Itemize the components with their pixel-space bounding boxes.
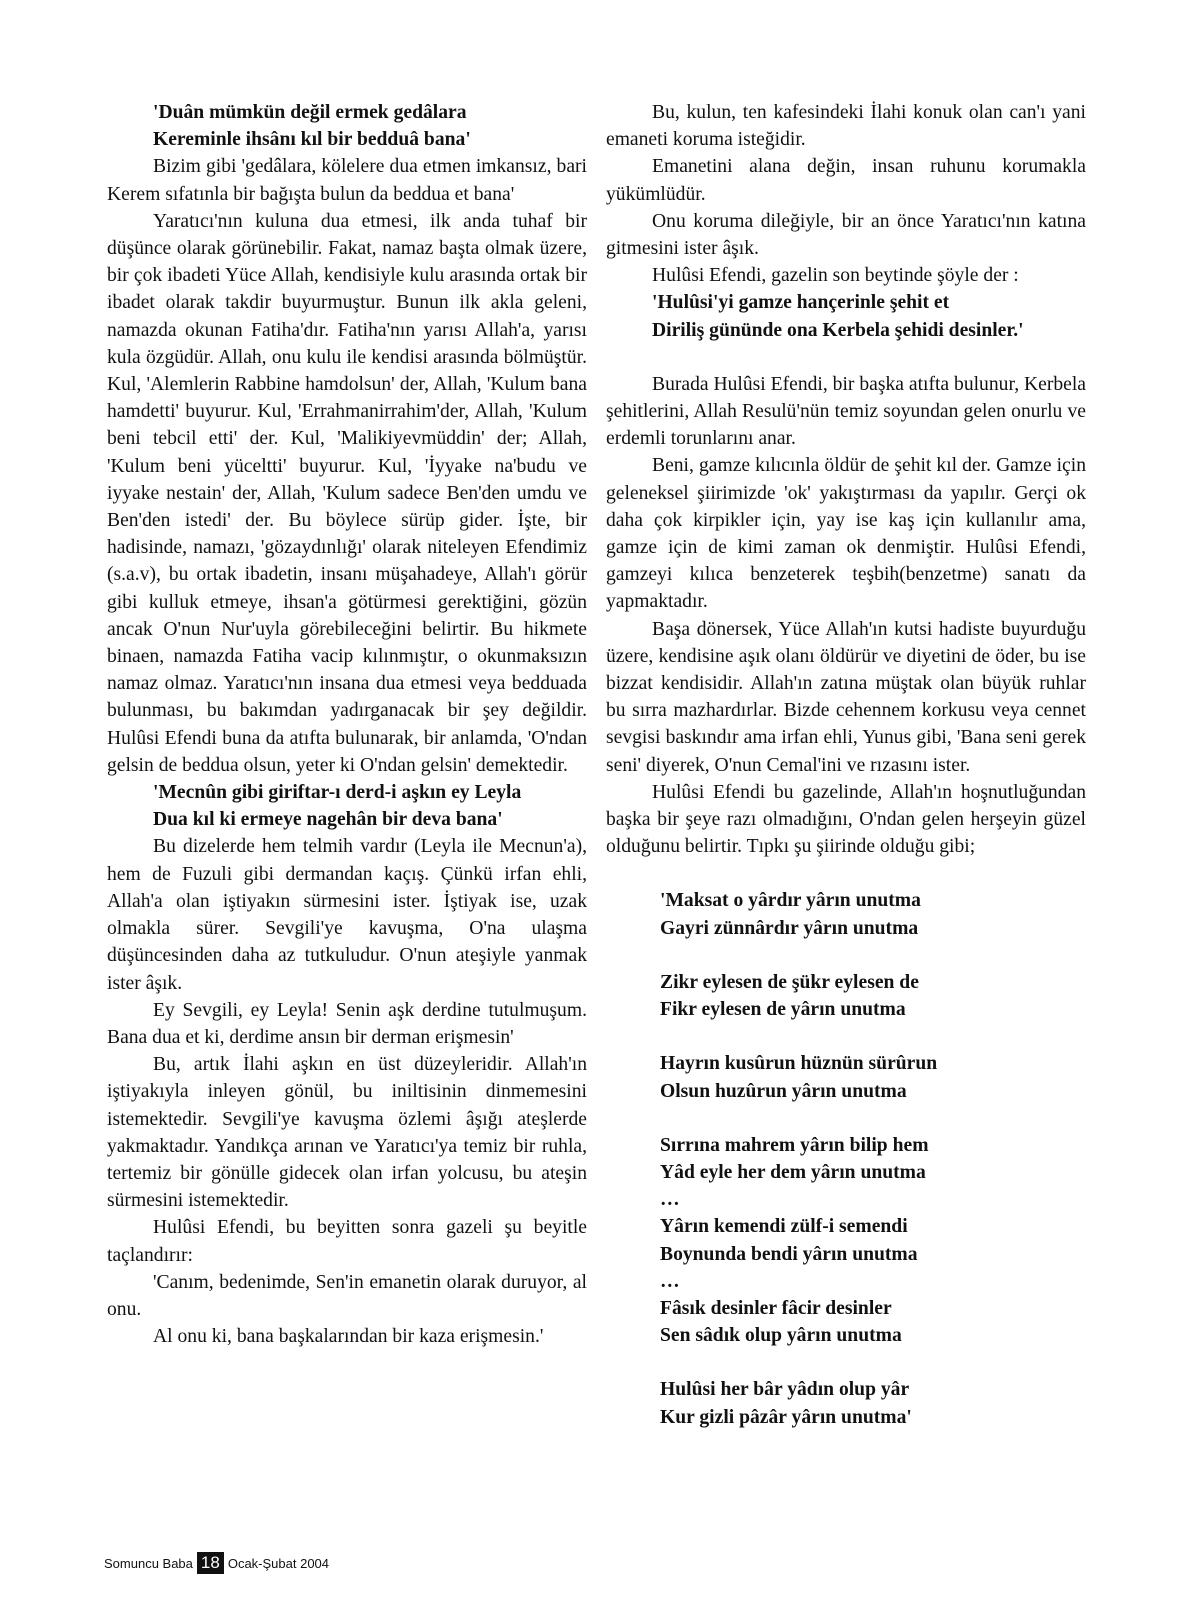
poem-line: Zikr eylesen de şükr eylesen de: [660, 971, 919, 993]
paragraph: Yaratıcı'nın kuluna dua etmesi, ilk anda tuhaf bir düşünce olarak görünebilir. Fakat, namaz başta olmak üzere, bir çok ibadeti Yüce Allah, kendisiyle kulu arasında ortak bir ibadet olarak takdir buyurmuştur. Bunun ilk akla geleni, namazda okunan Fatiha'dır. Fatiha'nın yarısı Allah'a, yarısı kula özgüdür. Allah, onu kulu ile kendisi arasında bölmüştür. Kul, 'Alemlerin Rabbine hamdolsun' der, Allah, 'Kulum bana hamdetti' buyurur. Kul, 'Errahmanirrahim'der, Allah, 'Kulum beni tebcil etti' der. Kul, 'Malikiyevmüddin' der; Allah, 'Kulum beni yüceltti' buyurur. Kul, 'İyyake na'budu ve iyyake nestain' der, Allah, 'Kulum sadece Ben'den umdu ve Ben'den istedi' der. Bu böylece sürüp gider. İşte, bir hadisinde, namazı, 'gözaydınlığı' olarak niteleyen Efendimiz (s.a.v), bu ortak ibadetin, insanı müşahadeye, Allah'ı görür gibi kulluk etmeye, ihsan'a götürmesi gerektiğini, gözün ancak O'nun Nur'uyla görebileceğini belirtir. Bu hikmete binaen, namazda Fatiha vacip kılınmıştır, o okunmaksızın namaz olmaz. Yaratıcı'nın insana dua etmesi veya bedduada bulunması, bu bakımdan yadırganacak bir şey değildir. Hulûsi Efendi buna da atıfta bulunarak, bir anlamda, 'O'ndan gelsin de beddua olsun, yeter ki O'ndan gelsin' demektedir.: [107, 210, 587, 776]
paragraph: Bizim gibi 'gedâlara, kölelere dua etmen imkansız, bari Kerem sıfatınla bir bağışta bulun da beddua et bana': [107, 156, 587, 205]
right-column: [606, 99, 1086, 1431]
paragraph: Hulûsi Efendi, bu beyitten sonra gazeli şu beyitle taçlandırır:: [107, 1217, 587, 1266]
poem-line: Gayri zünnârdır yârın unutma: [660, 917, 919, 939]
paragraph: Ey Sevgili, ey Leyla! Senin aşk derdine tutulmuşum. Bana dua et ki, derdime ansın bir derman erişmesin': [107, 999, 587, 1048]
poem-line: Olsun huzûrun yârın unutma: [660, 1080, 907, 1102]
spacer: [606, 1023, 1086, 1050]
paragraph: Onu koruma dileğiyle, bir an önce Yaratıcı'nın katına gitmesini ister âşık.: [606, 210, 1086, 260]
poem-line: Fâsık desinler fâcir desinler: [660, 1297, 892, 1319]
verse-line: 'Mecnûn gibi giriftar-ı derd-i aşkın ey Leyla: [153, 782, 522, 804]
couplet-dua: [107, 99, 587, 153]
poem-line: Yârın kemendi zülf-i semendi: [660, 1216, 908, 1238]
poem-stanza: [606, 1132, 1086, 1350]
poem-line: Fikr eylesen de yârın unutma: [660, 999, 906, 1021]
couplet-mecnun: [107, 779, 587, 833]
poem-line: Sen sâdık olup yârın unutma: [660, 1325, 902, 1347]
paragraph: Burada Hulûsi Efendi, bir başka atıfta bulunur, Kerbela şehitlerini, Allah Resulü'nün temiz soyundan gelen onurlu ve erdemli torunlarını anar.: [606, 373, 1086, 450]
poem-stanza: [606, 887, 1086, 941]
paragraph: Hulûsi Efendi bu gazelinde, Allah'ın hoşnutluğundan başka bir şeye razı olmadığını, O'ndan gelen herşeyin güzel olduğunu belirtir. Tıpkı şu şiirinde olduğu gibi;: [606, 781, 1086, 858]
poem-line: Sırrına mahrem yârın bilip hem: [660, 1134, 929, 1156]
poem-stanza: [606, 1050, 1086, 1104]
paragraph: Beni, gamze kılıcınla öldür de şehit kıl der. Gamze için geleneksel şiirimizde 'ok' yakıştırması da yapılır. Gerçi ok daha çok kirpikler için, yay ise kaş için kullanılır ama, gamze için de kimi zaman ok denmiştir. Hulûsi Efendi, gamzeyi kılıca benzeterek teşbih(benzetme) sanatı da yapmaktadır.: [606, 455, 1086, 613]
poem-line: Hayrın kusûrun hüznün sürûrun: [660, 1053, 938, 1075]
spacer: [606, 942, 1086, 969]
spacer: [606, 1349, 1086, 1376]
verse-line: Kereminle ihsânı kıl bir bedduâ bana': [153, 129, 471, 151]
magazine-name: Somuncu Baba: [104, 1555, 193, 1571]
poem-stanza: [606, 1376, 1086, 1430]
poem-ellipsis: …: [660, 1270, 680, 1292]
paragraph: Başa dönersek, Yüce Allah'ın kutsi hadiste buyurduğu üzere, kendisine aşık olanı öldürür ve diyetini de öder, bu ise bizzat kendisidir. Allah'ın zatına müştak olan büyük ruhlar bu sırra mazhardırlar. Bizde cehennem korkusu veya cennet sevgisi baskındır ama irfan ehli, Yunus gibi, 'Bana seni gerek seni' diyerek, O'nun Cemal'ini ve rızasını ister.: [606, 618, 1086, 776]
verse-line: 'Duân mümkün değil ermek gedâlara: [153, 102, 467, 123]
paragraph: Al onu ki, bana başkalarından bir kaza erişmesin.': [153, 1326, 544, 1348]
spacer: [606, 1105, 1086, 1132]
poem-line: Hulûsi her bâr yâdın olup yâr: [660, 1379, 910, 1401]
paragraph: Bu dizelerde hem telmih vardır (Leyla ile Mecnun'a), hem de Fuzuli gibi dermandan kaçış. Çünkü irfan ehli, Allah'a olan iştiyakın sürmesini ister. İştiyak ise, uzak olmakla sürer. Sevgili'ye kavuşma, O'na ulaşma düşüncesinden daha az tutkuludur. O'nun ateşiyle yanmak ister âşık.: [107, 836, 587, 994]
poem-line: Yâd eyle her dem yârın unutma: [660, 1161, 926, 1183]
paragraph: Hulûsi Efendi, gazelin son beytinde şöyle der :: [652, 265, 1019, 287]
verse-line: 'Hulûsi'yi gamze hançerinle şehit et: [652, 292, 950, 314]
poem-line: Kur gizli pâzâr yârın unutma': [660, 1406, 912, 1428]
poem-ellipsis: …: [660, 1189, 680, 1211]
spacer: [606, 860, 1086, 887]
verse-line: Diriliş gününde ona Kerbela şehidi desinler.': [652, 319, 1024, 341]
poem-line: Boynunda bendi yârın unutma: [660, 1243, 918, 1265]
paragraph: Bu, artık İlahi aşkın en üst düzeyleridir. Allah'ın iştiyakıyla inleyen gönül, bu iniltisinin dinmemesini istemektedir. Sevgili'ye kavuşma özlemi âşığı ateşlerde yakmaktadır. Yandıkça arınan ve Yaratıcı'ya temiz bir ruhla, tertemiz bir gönülle gidecek olan irfan yolcusu, bu ateşin sürmesini istemektedir.: [107, 1054, 587, 1212]
poem-line: 'Maksat o yârdır yârın unutma: [660, 890, 921, 912]
paragraph: Emanetini alana değin, insan ruhunu korumakla yükümlüdür.: [606, 156, 1086, 205]
paragraph: Bu, kulun, ten kafesindeki İlahi konuk olan can'ı yani emaneti koruma isteğidir.: [606, 102, 1086, 151]
couplet-hulusi: [606, 289, 1086, 343]
spacer: [606, 344, 1086, 371]
paragraph: 'Canım, bedenimde, Sen'in emanetin olarak duruyor, al onu.: [107, 1271, 587, 1320]
page-number: 18: [197, 1552, 224, 1574]
poem-stanza: [606, 969, 1086, 1023]
left-column: [107, 99, 587, 1350]
verse-line: Dua kıl ki ermeye nagehân bir deva bana': [153, 809, 503, 831]
issue-date: Ocak-Şubat 2004: [227, 1555, 330, 1571]
page-footer: [104, 1552, 329, 1574]
